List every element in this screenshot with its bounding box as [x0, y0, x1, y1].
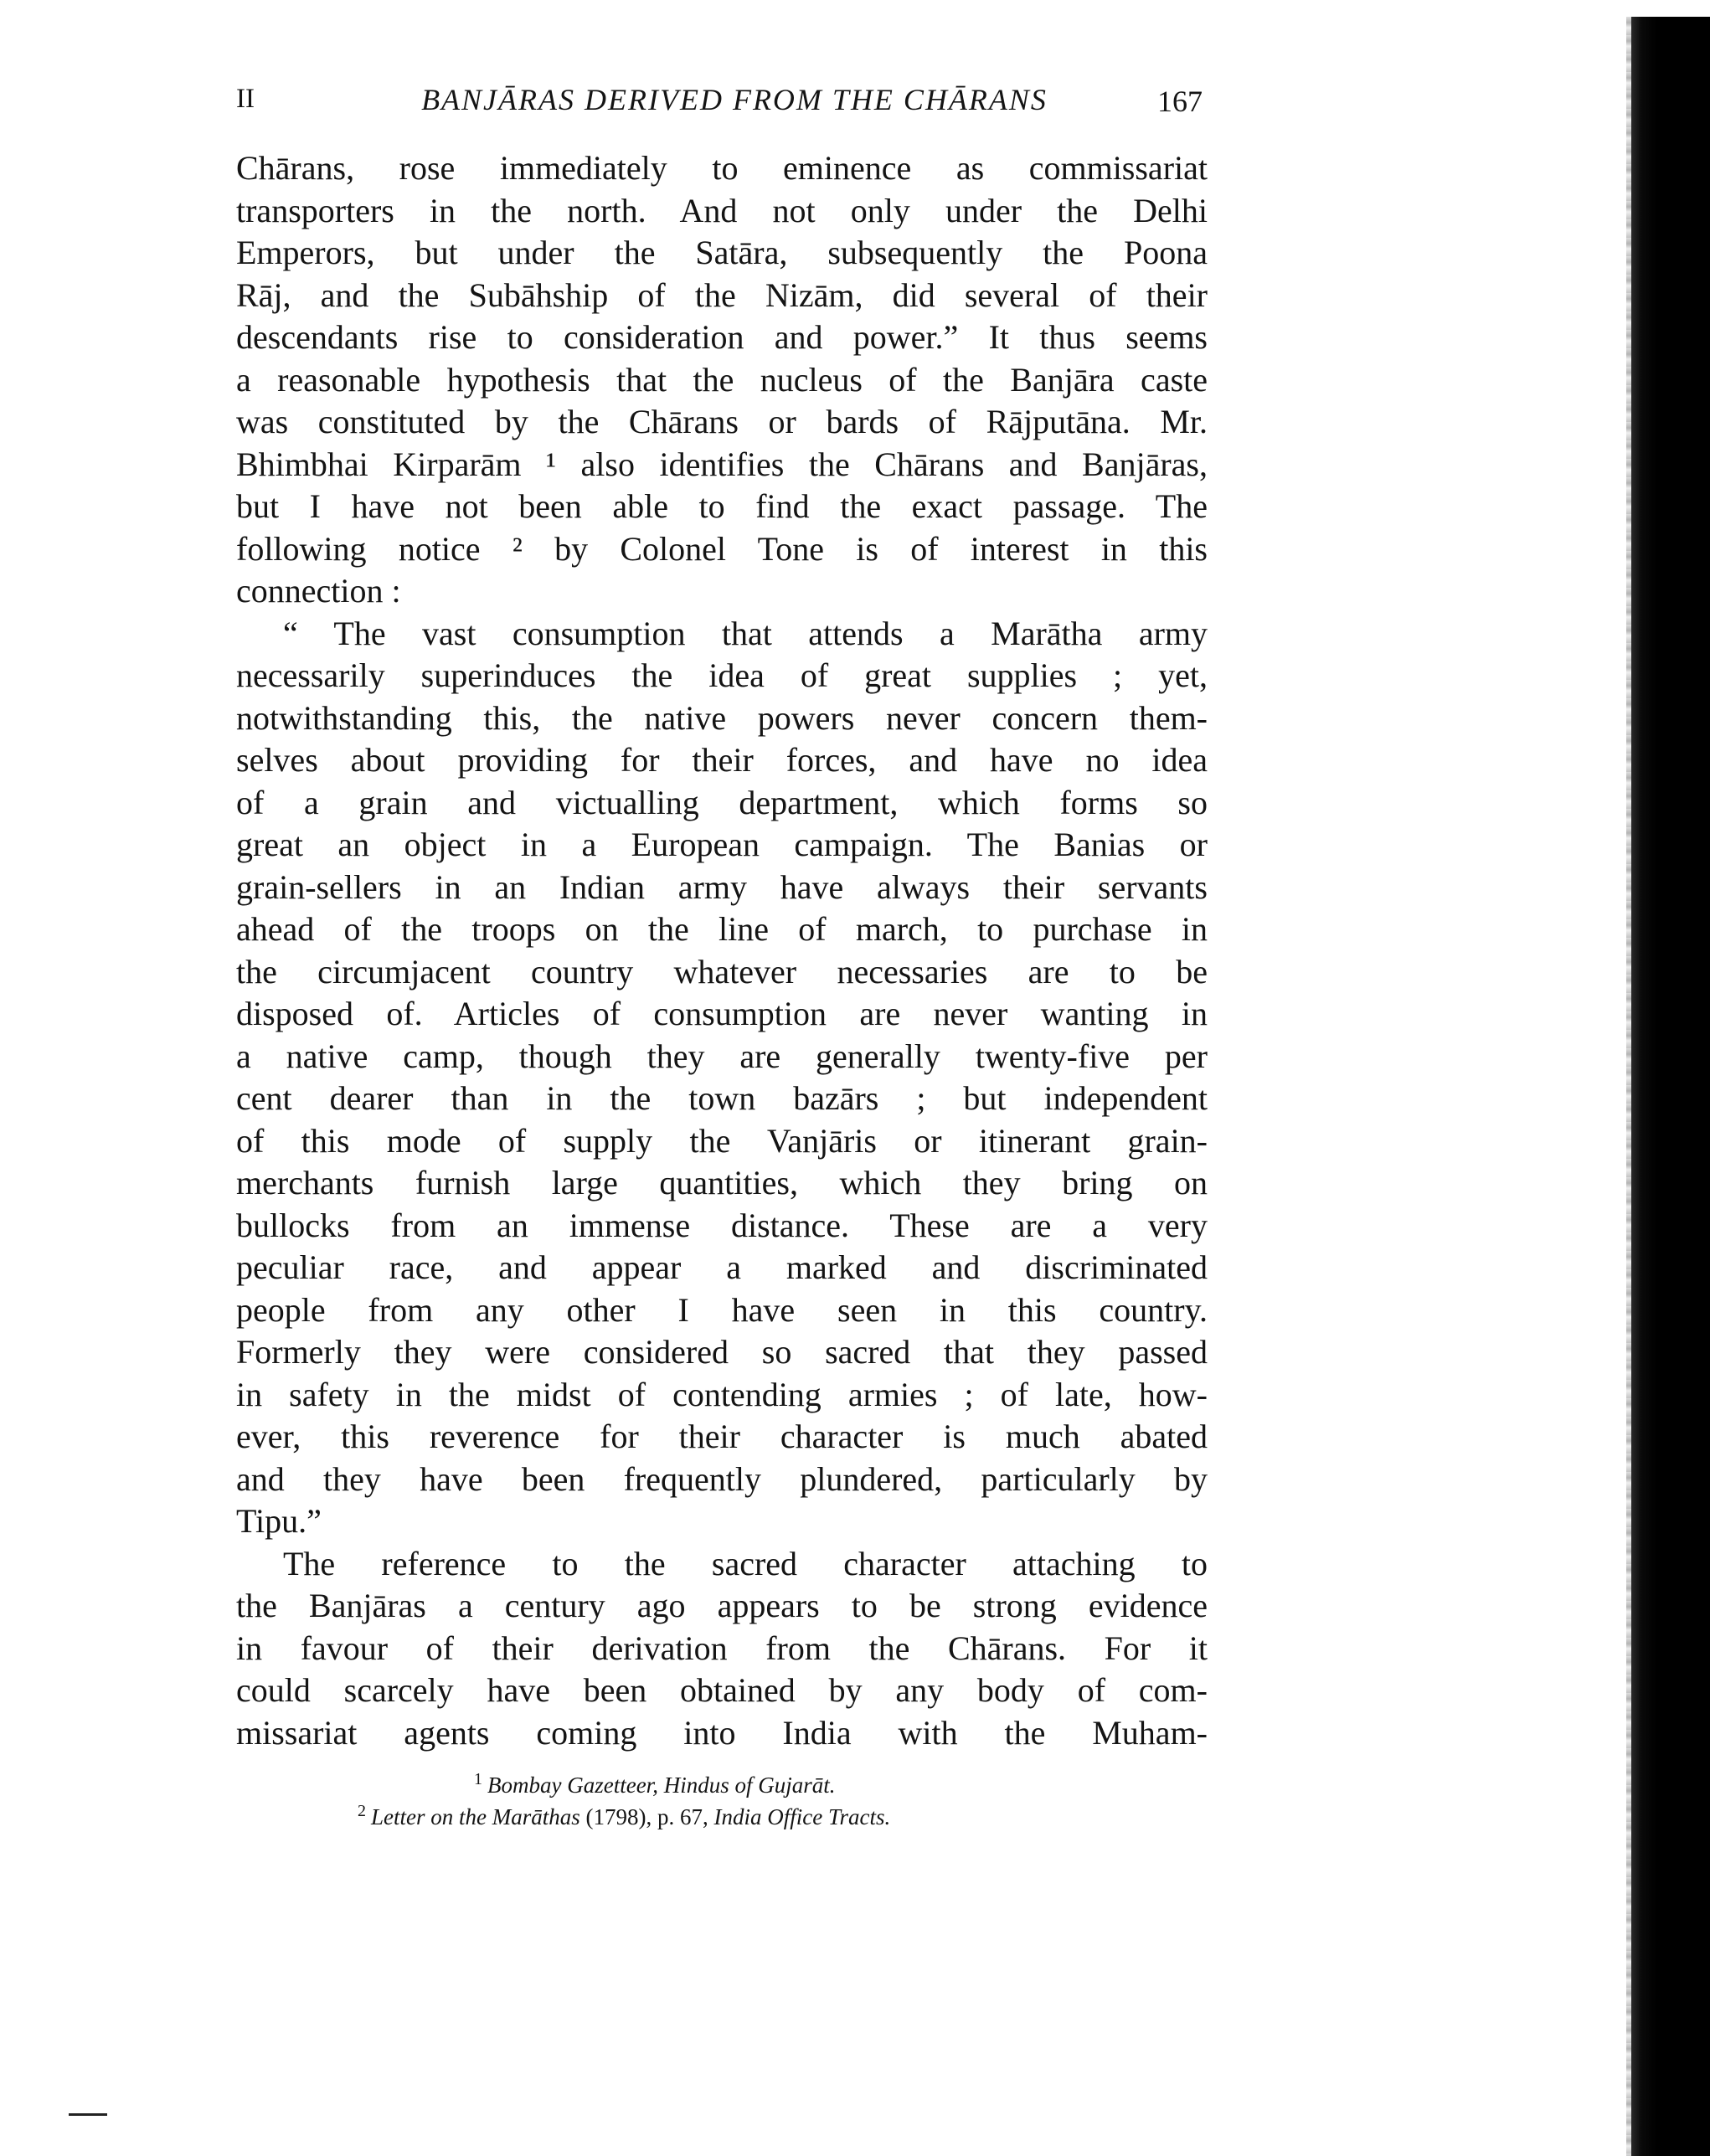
text-line: transporters in the north. And not only under the Delhi: [236, 191, 1208, 229]
quote-line: in safety in the midst of contending armies ; of late, how-: [236, 1375, 1208, 1413]
footnote-marker: 1: [474, 1770, 482, 1788]
quote-line: disposed of. Articles of consumption are never wanting in: [236, 995, 1208, 1032]
quote-line: merchants furnish large quantities, which they bring on: [236, 1164, 1208, 1201]
quote-line: necessarily superinduces the idea of great supplies ; yet,: [236, 656, 1208, 694]
quote-line: Formerly they were considered so sacred that they passed: [236, 1333, 1208, 1371]
running-title: BANJĀRAS DERIVED FROM THE CHĀRANS: [421, 83, 1048, 116]
main-text: [236, 147, 1208, 1754]
quote-line: and they have been frequently plundered, particularly by: [236, 1459, 1208, 1498]
footnote-text: Bombay Gazetteer, Hindus of Gujarāt.: [487, 1773, 836, 1798]
quote-line: notwithstanding this, the native powers never concern them-: [236, 698, 1208, 737]
footnote-1: [236, 1763, 1208, 1798]
quote-line: great an object in a European campaign. The Banias or: [236, 826, 1208, 863]
quote-line: peculiar race, and appear a marked and discriminated: [236, 1248, 1208, 1286]
text-line: but I have not been able to find the exact passage. The: [236, 487, 1208, 525]
page-header: [236, 82, 1208, 124]
footnotes: [236, 1763, 1208, 1827]
footnote-source: India Office Tracts.: [713, 1804, 891, 1829]
text-line: the Banjāras a century ago appears to be strong evidence: [236, 1587, 1208, 1624]
quote-line: ahead of the troops on the line of march, to purchase in: [236, 910, 1208, 948]
text-line: in favour of their derivation from the Chārans. For it: [236, 1629, 1208, 1667]
text-line: Chārans, rose immediately to eminence as commissariat: [236, 149, 1208, 187]
quote-line: cent dearer than in the town bazārs ; but independent: [236, 1079, 1208, 1117]
footnote-title: Letter on the Marāthas: [371, 1804, 580, 1829]
text-line: The reference to the sacred character attaching to: [283, 1544, 1208, 1582]
quote-line: selves about providing for their forces, and have no idea: [236, 741, 1208, 779]
text-line: Bhimbhai Kirparām ¹ also identifies the Chārans and Banjāras,: [236, 445, 1208, 483]
quote-line: ever, this reverence for their character is much abated: [236, 1418, 1208, 1455]
quote-line: Tipu.”: [236, 1502, 322, 1540]
quote-line: a native camp, though they are generally twenty-five per: [236, 1037, 1208, 1075]
footnote-detail: (1798), p. 67,: [585, 1804, 708, 1829]
quote-line: of this mode of supply the Vanjāris or itinerant grain-: [236, 1121, 1208, 1160]
quote-line: grain-sellers in an Indian army have always their servants: [236, 867, 1208, 906]
text-line: was constituted by the Chārans or bards of Rājputāna. Mr.: [236, 403, 1208, 440]
text-line: a reasonable hypothesis that the nucleus of the Banjāra caste: [236, 360, 1208, 399]
quote-line: the circumjacent country whatever necessaries are to be: [236, 952, 1208, 991]
page-number: 167: [1157, 85, 1203, 118]
text-line: following notice ² by Colonel Tone is of interest in this: [236, 529, 1208, 568]
footnote-marker: 2: [358, 1802, 366, 1820]
quote-line: people from any other I have seen in this country.: [236, 1290, 1208, 1329]
text-line: missariat agents coming into India with the Muham-: [236, 1713, 1208, 1752]
text-line: Rāj, and the Subāhship of the Nizām, did several of their: [236, 275, 1208, 314]
book-spine-edge: [1631, 17, 1710, 2156]
text-line: connection :: [236, 572, 401, 610]
quote-line: bullocks from an immense distance. These are a very: [236, 1206, 1208, 1244]
chapter-number: II: [236, 84, 255, 114]
quote-line: “ The vast consumption that attends a Marātha army: [283, 614, 1208, 652]
text-line: Emperors, but under the Satāra, subsequently the Poona: [236, 234, 1208, 271]
footnote-2: [236, 1795, 1208, 1827]
quote-line: of a grain and victualling department, which forms so: [236, 783, 1208, 821]
text-line: could scarcely have been obtained by any body of com-: [236, 1671, 1208, 1709]
text-line: descendants rise to consideration and power.” It thus seems: [236, 318, 1208, 356]
margin-mark: [69, 2113, 107, 2116]
